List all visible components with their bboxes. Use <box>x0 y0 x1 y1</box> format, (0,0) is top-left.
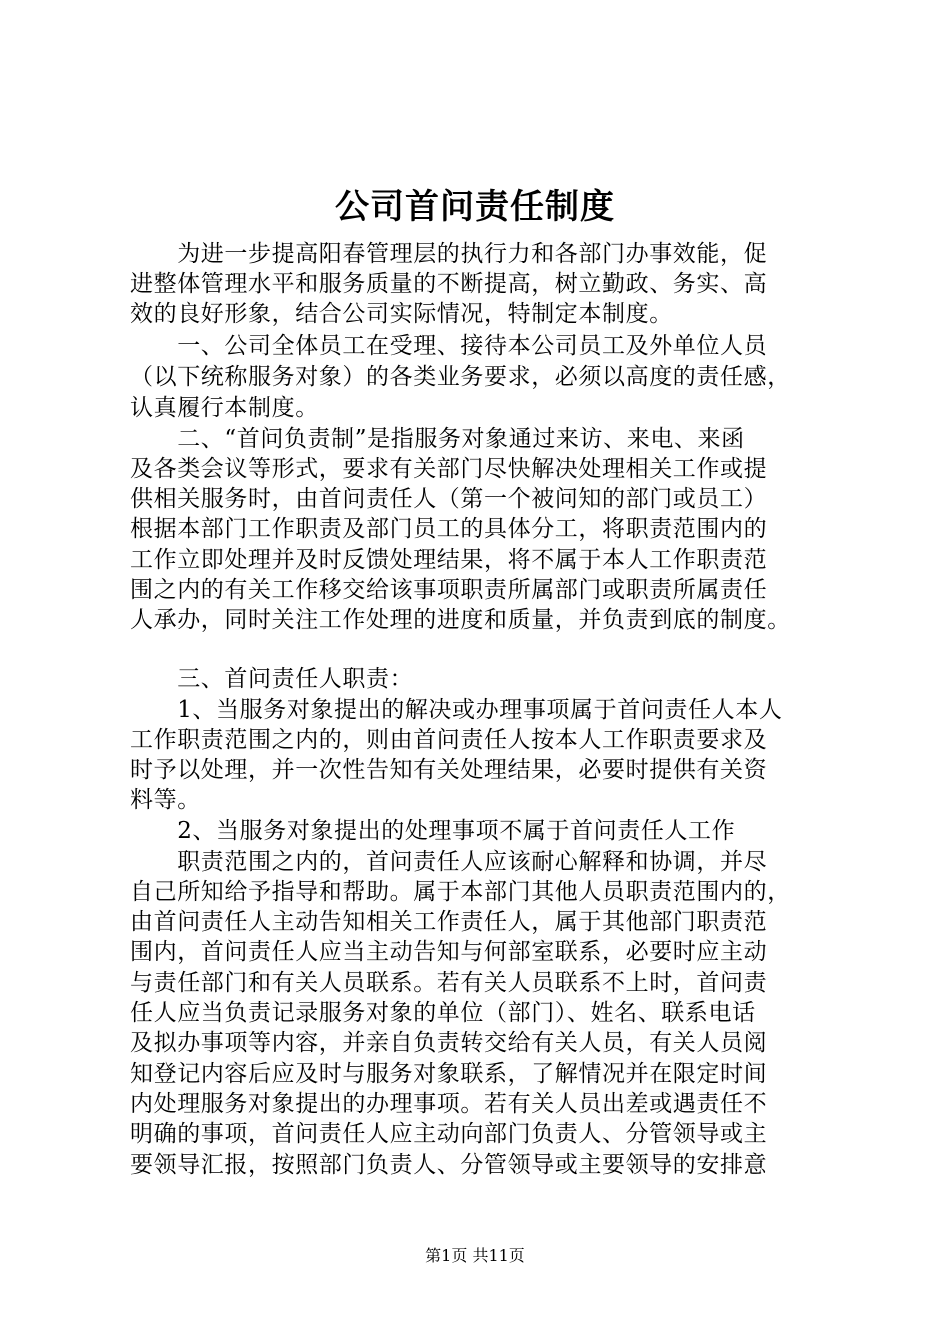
body-line: 进整体管理水平和服务质量的不断提高，树立勤政、务实、高 <box>130 271 768 297</box>
body-line: 自己所知给予指导和帮助。属于本部门其他人员职责范围内的， <box>130 879 791 905</box>
body-line: 及拟办事项等内容，并亲自负责转交给有关人员，有关人员阅 <box>130 1030 768 1056</box>
body-line: 与责任部门和有关人员联系。若有关人员联系不上时，首问责 <box>130 970 768 996</box>
body-line: 为进一步提高阳春管理层的执行力和各部门办事效能，促 <box>130 241 768 267</box>
body-line: 围之内的有关工作移交给该事项职责所属部门或职责所属责任 <box>130 577 768 603</box>
body-line: 效的良好形象，结合公司实际情况，特制定本制度。 <box>130 301 673 327</box>
body-line: 时予以处理，并一次性告知有关处理结果，必要时提供有关资 <box>130 757 768 783</box>
body-line: 职责范围之内的，首问责任人应该耐心解释和协调，并尽 <box>130 849 768 875</box>
body-line: 工作立即处理并及时反馈处理结果，将不属于本人工作职责范 <box>130 547 768 573</box>
body-line: 由首问责任人主动告知相关工作责任人，属于其他部门职责范 <box>130 909 768 935</box>
body-line: （以下统称服务对象）的各类业务要求，必须以高度的责任感， <box>130 364 791 390</box>
body-line: 料等。 <box>130 787 201 813</box>
page-footer: 第1页 共11页 <box>425 1246 525 1265</box>
body-line: 根据本部门工作职责及部门员工的具体分工，将职责范围内的 <box>130 516 768 542</box>
body-line: 认真履行本制度。 <box>130 395 319 421</box>
body-line: 明确的事项，首问责任人应主动向部门负责人、分管领导或主 <box>130 1121 768 1147</box>
body-line: 要领导汇报，按照部门负责人、分管领导或主要领导的安排意 <box>130 1152 768 1178</box>
body-line: 工作职责范围之内的，则由首问责任人按本人工作职责要求及 <box>130 727 768 753</box>
body-line: 知登记内容后应及时与服务对象联系，了解情况并在限定时间 <box>130 1061 768 1087</box>
body-line: 二、“首问负责制”是指服务对象通过来访、来电、来函 <box>130 426 745 452</box>
body-line: 内处理服务对象提出的办理事项。若有关人员出差或遇责任不 <box>130 1091 768 1117</box>
body-line: 任人应当负责记录服务对象的单位（部门）、姓名、联系电话 <box>130 1000 756 1026</box>
body-line: 2、当服务对象提出的处理事项不属于首问责任人工作 <box>130 818 736 844</box>
body-line: 1、当服务对象提出的解决或办理事项属于首问责任人本人 <box>130 697 783 723</box>
body-line: 人承办，同时关注工作处理的进度和质量，并负责到底的制度。 <box>130 607 791 633</box>
body-line: 一、公司全体员工在受理、接待本公司员工及外单位人员 <box>130 333 768 359</box>
body-line: 供相关服务时，由首问责任人（第一个被问知的部门或员工） <box>130 486 768 512</box>
body-line: 及各类会议等形式，要求有关部门尽快解决处理相关工作或提 <box>130 456 768 482</box>
body-line: 三、首问责任人职责： <box>130 666 414 692</box>
document-title: 公司首问责任制度 <box>335 187 615 227</box>
body-line: 围内，首问责任人应当主动告知与何部室联系，必要时应主动 <box>130 939 768 965</box>
